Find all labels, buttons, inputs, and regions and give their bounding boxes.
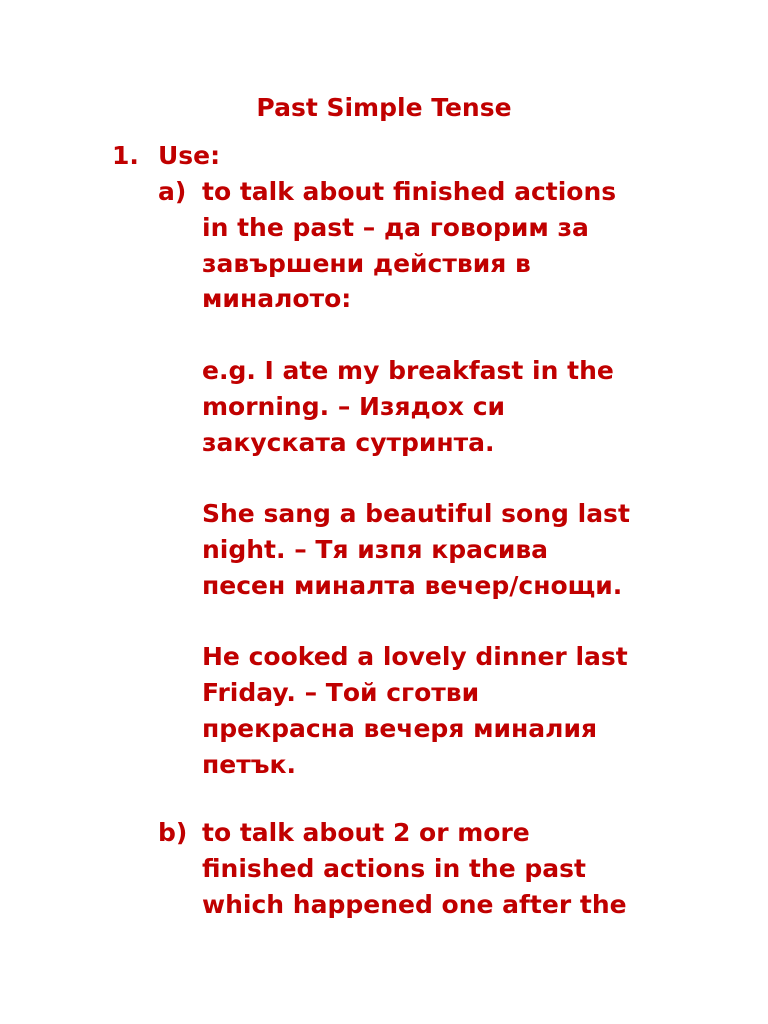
example-3 bbox=[202, 639, 742, 782]
description-line: миналото: bbox=[202, 284, 352, 314]
example-line: He cooked a lovely dinner last bbox=[202, 642, 628, 672]
description-line: finished actions in the past bbox=[202, 853, 586, 883]
sub-item-b-marker: b) bbox=[158, 818, 188, 847]
example-line: Friday. – Той сготви bbox=[202, 678, 480, 708]
description-line: in the past – да говорим за bbox=[202, 212, 589, 242]
sub-item-b-description bbox=[202, 815, 742, 922]
example-line: песен миналта вечер/снощи. bbox=[202, 570, 623, 600]
sub-item-a-content bbox=[202, 174, 742, 818]
example-line: She sang a beautiful song last bbox=[202, 499, 630, 529]
example-line: петък. bbox=[202, 749, 296, 779]
list-item-number: 1. bbox=[112, 141, 139, 170]
description-line: завършени действия в bbox=[202, 248, 531, 278]
example-2 bbox=[202, 496, 742, 603]
description-line: which happened one after the bbox=[202, 889, 627, 919]
example-line: morning. – Изядох си bbox=[202, 391, 506, 421]
description-line: to talk about 2 or more bbox=[202, 818, 530, 847]
example-line: прекрасна вечеря миналия bbox=[202, 713, 598, 743]
sub-item-b-content bbox=[202, 815, 742, 922]
sub-item-a-marker: a) bbox=[158, 177, 187, 206]
example-line: night. – Тя изпя красива bbox=[202, 534, 549, 564]
example-1 bbox=[202, 353, 742, 460]
sub-item-a-description bbox=[202, 174, 742, 317]
list-item-heading: Use: bbox=[158, 141, 221, 170]
description-line: to talk about finished actions bbox=[202, 177, 617, 206]
page-title: Past Simple Tense bbox=[256, 93, 512, 122]
example-line: e.g. I ate my breakfast in the bbox=[202, 355, 614, 385]
example-line: закуската сутринта. bbox=[202, 427, 495, 457]
